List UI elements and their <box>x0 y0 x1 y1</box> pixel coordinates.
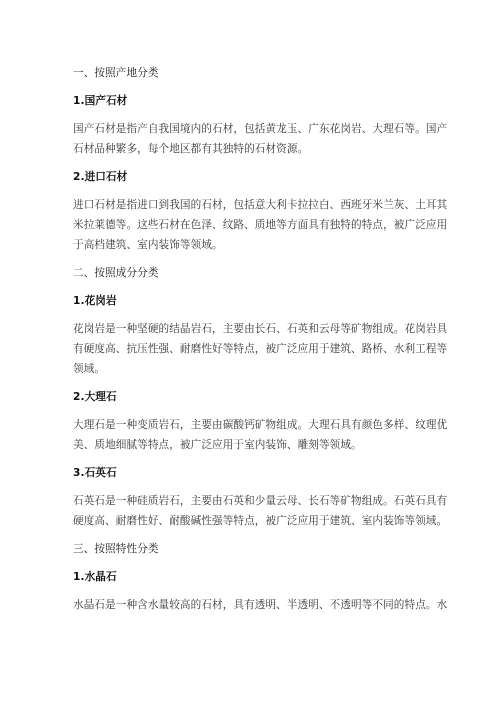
section-heading-origin: 一、按照产地分类 <box>73 67 159 79</box>
subheading-crystal-stone: 1.水晶石 <box>73 571 117 583</box>
subheading-domestic-stone: 1.国产石材 <box>73 95 128 107</box>
subheading-marble: 2.大理石 <box>73 391 117 403</box>
paragraph-line: 有硬度高、抗压性强、耐磨性好等特点，被广泛应用于建筑、路桥、水利工程等 <box>73 343 448 355</box>
paragraph-line: 大理石是一种变质岩石，主要由碳酸钙矿物组成。大理石具有颜色多样、纹理优 <box>73 419 448 431</box>
paragraph-line: 水晶石是一种含水量较高的石材，具有透明、半透明、不透明等不同的特点。水 <box>73 599 448 611</box>
section-heading-characteristics: 三、按照特性分类 <box>73 543 159 555</box>
paragraph-line: 硬度高、耐磨性好、耐酸碱性强等特点，被广泛应用于建筑、室内装饰等领域。 <box>73 515 448 527</box>
paragraph-line: 米拉莱德等。这些石材在色泽、纹路、质地等方面具有独特的特点，被广泛应用 <box>73 219 448 231</box>
paragraph-line: 石英石是一种硅质岩石，主要由石英和少量云母、长石等矿物组成。石英石具有 <box>73 495 448 507</box>
paragraph-line: 花岗岩是一种坚硬的结晶岩石，主要由长石、石英和云母等矿物组成。花岗岩具 <box>73 323 448 335</box>
paragraph-line: 石材品种繁多，每个地区都有其独特的石材资源。 <box>73 143 309 155</box>
paragraph-line: 于高档建筑、室内装饰等领域。 <box>73 239 223 251</box>
paragraph-line: 领域。 <box>73 363 106 375</box>
section-heading-composition: 二、按照成分分类 <box>73 267 159 279</box>
paragraph-line: 美、质地细腻等特点，被广泛应用于室内装饰、雕刻等领域。 <box>73 439 362 451</box>
paragraph-line: 进口石材是指进口到我国的石材，包括意大利卡拉拉白、西班牙米兰灰、土耳其 <box>73 199 448 211</box>
subheading-quartz-stone: 3.石英石 <box>73 467 117 479</box>
subheading-imported-stone: 2.进口石材 <box>73 171 128 183</box>
paragraph-line: 国产石材是指产自我国境内的石材，包括黄龙玉、广东花岗岩、大理石等。国产 <box>73 123 448 135</box>
subheading-granite: 1.花岗岩 <box>73 295 117 307</box>
